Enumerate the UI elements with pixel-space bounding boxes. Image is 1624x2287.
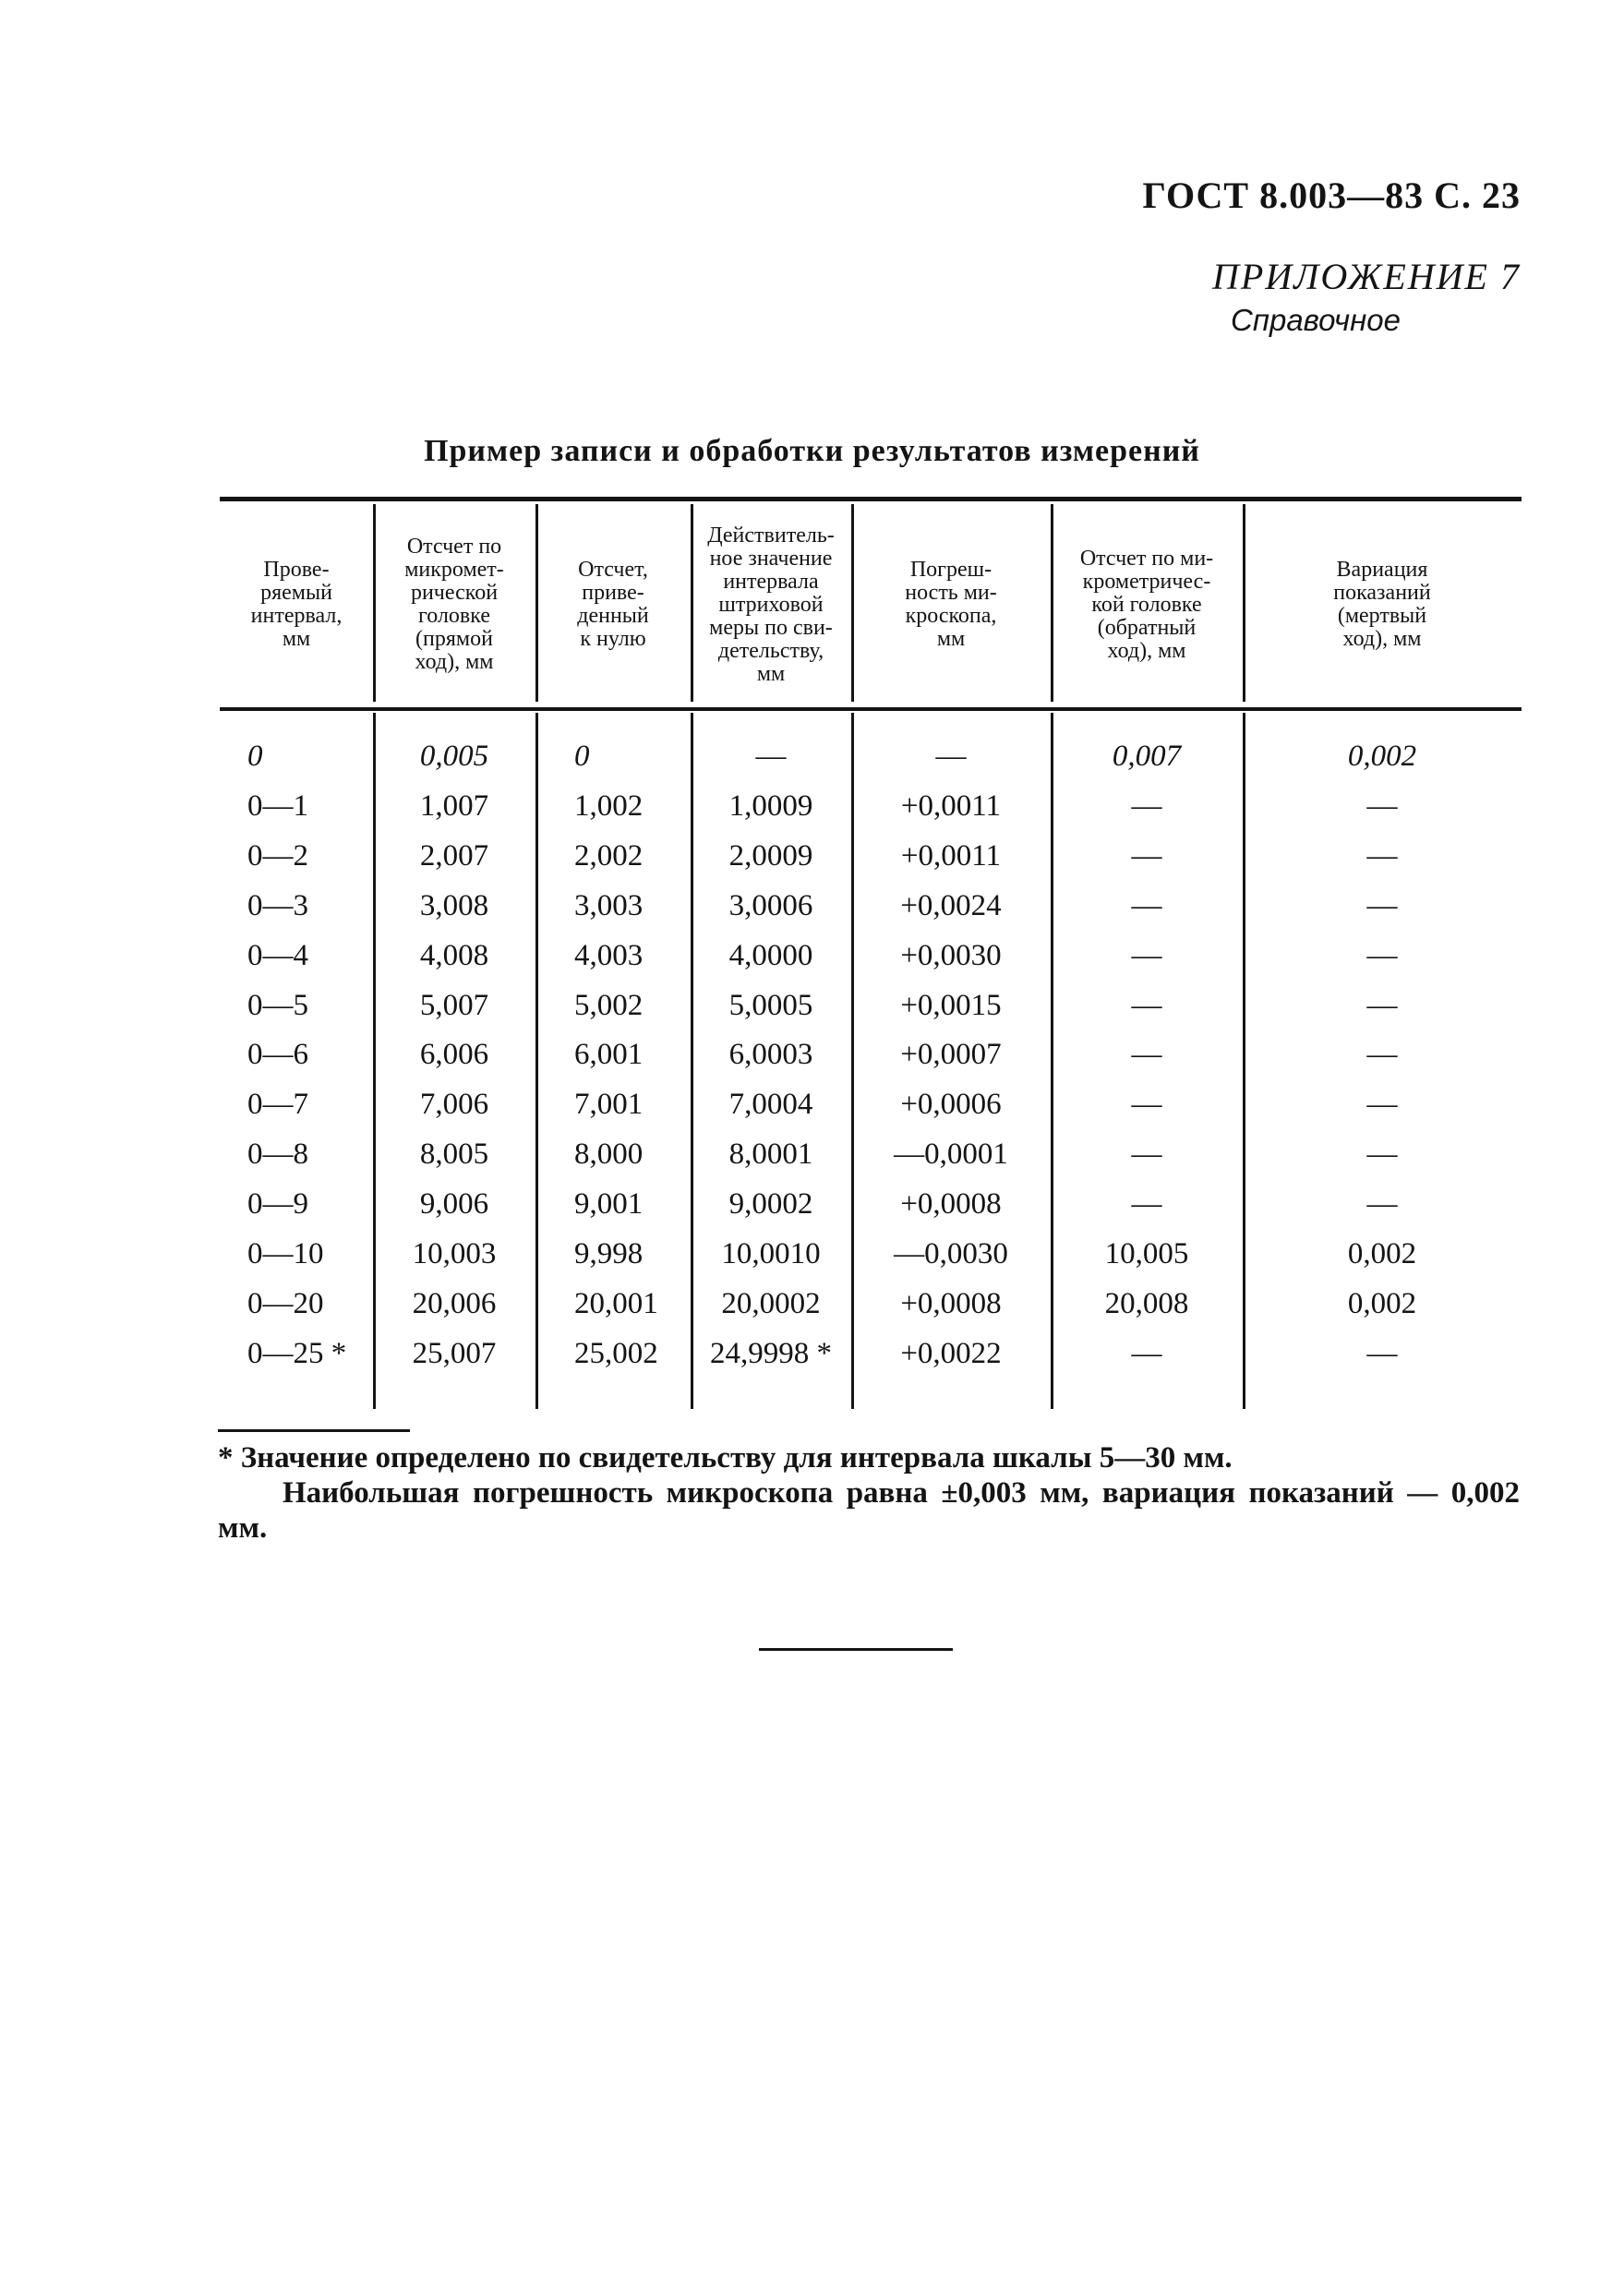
table-cell: 0—5 bbox=[247, 988, 308, 1022]
table-cell: 1,002 bbox=[574, 788, 644, 823]
table-cell: — bbox=[1366, 988, 1398, 1022]
column-header-7 bbox=[1243, 506, 1522, 704]
table-cell: 0,007 bbox=[1112, 740, 1182, 773]
table-cell: — bbox=[1131, 938, 1162, 972]
table-cell: —0,0030 bbox=[894, 1237, 1008, 1270]
table-cell: +0,0011 bbox=[900, 838, 1002, 873]
appendix-type: Справочное bbox=[1230, 303, 1401, 337]
table-row bbox=[220, 881, 1522, 931]
column-header-line: кой головке bbox=[1091, 592, 1202, 617]
column-header-line: Действитель- bbox=[707, 523, 835, 548]
table-cell: 4,008 bbox=[419, 938, 489, 972]
column-header-line: денный bbox=[577, 604, 649, 628]
column-header-line: к нулю bbox=[580, 627, 646, 651]
column-header-line: (прямой bbox=[415, 627, 493, 651]
table-cell: 20,001 bbox=[574, 1286, 658, 1320]
table-cell: — bbox=[1131, 1187, 1162, 1222]
column-header-3 bbox=[535, 506, 691, 704]
table-cell: 20,006 bbox=[412, 1286, 497, 1320]
table-cell: 6,0003 bbox=[728, 1038, 813, 1072]
table-cell: 2,007 bbox=[419, 838, 489, 873]
table-cell: 10,0010 bbox=[721, 1237, 821, 1270]
table-cell: +0,0011 bbox=[900, 788, 1002, 823]
column-header-line: кроскопа, bbox=[905, 604, 997, 628]
table-cell: 10,003 bbox=[412, 1237, 497, 1270]
table-row bbox=[220, 1079, 1522, 1129]
table-cell: 0—10 bbox=[247, 1237, 324, 1270]
column-header-line: ряемый bbox=[260, 581, 332, 605]
table-cell: 20,0002 bbox=[721, 1286, 821, 1320]
table-cell: 0—4 bbox=[247, 938, 308, 972]
table-cell: — bbox=[1131, 988, 1162, 1022]
table-cell: 0—20 bbox=[247, 1286, 324, 1320]
footnote-rule bbox=[218, 1429, 410, 1432]
column-header-line: мм bbox=[282, 627, 311, 651]
table-row bbox=[220, 731, 1522, 781]
column-header-line: (обратный bbox=[1097, 615, 1197, 640]
table-cell: — bbox=[1131, 788, 1162, 823]
table-cell: 9,006 bbox=[419, 1187, 489, 1222]
table-row bbox=[220, 981, 1522, 1030]
column-header-line: головке bbox=[418, 604, 490, 628]
table-cell: 0,002 bbox=[1347, 740, 1417, 773]
table-cell: 9,0002 bbox=[728, 1187, 813, 1222]
table-cell: 5,0005 bbox=[728, 988, 813, 1022]
table-cell: 2,002 bbox=[574, 838, 644, 873]
summary-note: Наибольшая погрешность микроскопа равна ±0,003 мм, вариация показаний — 0,002 мм. bbox=[218, 1476, 1520, 1545]
table-row bbox=[220, 1229, 1522, 1279]
table-cell: — bbox=[1366, 1137, 1398, 1172]
table-cell: — bbox=[935, 740, 967, 773]
table-cell: — bbox=[1131, 838, 1162, 873]
column-header-line: ход), мм bbox=[1107, 638, 1186, 663]
table-cell: — bbox=[1366, 1088, 1398, 1122]
table-cell: 0—1 bbox=[247, 788, 308, 823]
table-cell: 3,0006 bbox=[728, 888, 813, 922]
table-cell: 20,008 bbox=[1104, 1286, 1189, 1320]
table-cell: 8,000 bbox=[574, 1137, 644, 1172]
column-header-line: ное значение bbox=[709, 546, 833, 571]
column-header-line: Прове- bbox=[263, 558, 330, 582]
table-cell: — bbox=[1366, 838, 1398, 873]
table-row bbox=[220, 1279, 1522, 1329]
table-cell: 7,006 bbox=[419, 1088, 489, 1122]
table-cell: +0,0008 bbox=[900, 1286, 1002, 1320]
column-header-line: ность ми- bbox=[905, 581, 997, 605]
table-cell: 4,003 bbox=[574, 938, 644, 972]
footnote bbox=[218, 1440, 1520, 1475]
table-cell: +0,0024 bbox=[900, 888, 1002, 922]
table-cell: — bbox=[1131, 1137, 1162, 1172]
table-cell: +0,0006 bbox=[900, 1088, 1002, 1122]
column-header-line: Вариация bbox=[1336, 558, 1428, 582]
table-top-rule bbox=[220, 497, 1522, 501]
table-cell: 25,002 bbox=[574, 1336, 658, 1370]
table-cell: — bbox=[1366, 888, 1398, 922]
header-divider-rule bbox=[220, 707, 1522, 711]
table-cell: +0,0030 bbox=[900, 938, 1002, 972]
column-header-line: Отсчет по bbox=[406, 535, 502, 559]
table-cell: 24,9998 * bbox=[710, 1336, 832, 1370]
table-cell: 3,008 bbox=[419, 888, 489, 922]
table-cell: —0,0001 bbox=[894, 1137, 1008, 1172]
column-header-line: рической bbox=[410, 581, 499, 605]
page-header: ГОСТ 8.003—83 С. 23 bbox=[1142, 175, 1521, 216]
table-cell: 25,007 bbox=[412, 1336, 497, 1370]
table-cell: 5,007 bbox=[419, 988, 489, 1022]
table-cell: 0,002 bbox=[1347, 1237, 1417, 1270]
column-header-line: микромет- bbox=[404, 558, 504, 582]
column-header-line: мм bbox=[756, 661, 786, 686]
table-row bbox=[220, 1029, 1522, 1079]
table-cell: 0—9 bbox=[247, 1187, 308, 1222]
table-title: Пример записи и обработки результатов измерений bbox=[424, 434, 1200, 468]
column-header-2 bbox=[373, 506, 535, 704]
column-header-line: ход), мм bbox=[1342, 627, 1422, 651]
table-cell: 6,001 bbox=[574, 1038, 644, 1072]
column-header-line: показаний bbox=[1333, 581, 1431, 605]
appendix-label: ПРИЛОЖЕНИЕ 7 bbox=[1212, 256, 1521, 297]
column-header-6 bbox=[1051, 506, 1243, 704]
table-cell: 7,001 bbox=[574, 1088, 644, 1122]
column-header-line: крометричес- bbox=[1082, 569, 1211, 594]
table-row bbox=[220, 831, 1522, 881]
table-cell: — bbox=[1131, 888, 1162, 922]
table-cell: — bbox=[1131, 1088, 1162, 1122]
table-row bbox=[220, 1129, 1522, 1179]
table-cell: — bbox=[1366, 938, 1398, 972]
table-cell: 4,0000 bbox=[728, 938, 813, 972]
column-header-line: детельству, bbox=[717, 638, 824, 663]
table-cell: +0,0015 bbox=[900, 988, 1002, 1022]
column-header-4 bbox=[691, 506, 851, 704]
table-cell: 0 bbox=[574, 740, 590, 773]
table-cell: 6,006 bbox=[419, 1038, 489, 1072]
table-cell: 0—2 bbox=[247, 838, 308, 873]
column-header-1 bbox=[220, 506, 373, 704]
footnote-text: * Значение определено по свидетельству для интервала шкалы 5—30 мм. bbox=[218, 1441, 1233, 1475]
table-row bbox=[220, 781, 1522, 831]
table-cell: 10,005 bbox=[1104, 1237, 1189, 1270]
column-header-line: штриховой bbox=[718, 592, 824, 617]
table-row bbox=[220, 1179, 1522, 1229]
table-cell: 0—3 bbox=[247, 888, 308, 922]
table-cell: — bbox=[1131, 1336, 1162, 1370]
column-header-line: меры по сви- bbox=[709, 615, 833, 640]
table-cell: +0,0022 bbox=[900, 1336, 1002, 1370]
table-cell: 8,005 bbox=[419, 1137, 489, 1172]
table-cell: +0,0008 bbox=[900, 1187, 1002, 1222]
column-header-line: Отсчет, bbox=[578, 558, 648, 582]
table-cell: 1,007 bbox=[419, 788, 489, 823]
table-cell: 0,002 bbox=[1347, 1286, 1417, 1320]
table-row bbox=[220, 931, 1522, 981]
table-cell: 9,998 bbox=[574, 1237, 644, 1270]
table-cell: +0,0007 bbox=[900, 1038, 1002, 1072]
table-cell: 2,0009 bbox=[728, 838, 813, 873]
table-cell: — bbox=[755, 740, 787, 773]
column-header-line: приве- bbox=[582, 581, 644, 605]
column-header-line: ход), мм bbox=[415, 650, 494, 674]
table-cell: 8,0001 bbox=[728, 1137, 813, 1172]
table-cell: 0—7 bbox=[247, 1088, 308, 1122]
end-rule bbox=[759, 1648, 953, 1651]
column-header-line: Отсчет по ми- bbox=[1079, 546, 1214, 571]
table-cell: — bbox=[1366, 1187, 1398, 1222]
table-cell: 0 bbox=[247, 740, 263, 773]
table-row bbox=[220, 1329, 1522, 1378]
table-cell: 3,003 bbox=[574, 888, 644, 922]
column-header-line: Погреш- bbox=[909, 558, 992, 582]
column-header-line: интервал, bbox=[250, 604, 343, 628]
column-header-line: мм bbox=[936, 627, 966, 651]
table-cell: 9,001 bbox=[574, 1187, 644, 1222]
table-cell: — bbox=[1366, 1038, 1398, 1072]
column-header-5 bbox=[851, 506, 1051, 704]
table-cell: 0,005 bbox=[419, 740, 489, 773]
column-header-line: интервала bbox=[723, 569, 819, 594]
table-cell: 5,002 bbox=[574, 988, 644, 1022]
table-cell: — bbox=[1366, 1336, 1398, 1370]
table-cell: 1,0009 bbox=[728, 788, 813, 823]
column-header-line: (мертвый bbox=[1337, 604, 1427, 628]
table-cell: — bbox=[1366, 788, 1398, 823]
table-cell: 0—8 bbox=[247, 1137, 308, 1172]
table-cell: 7,0004 bbox=[728, 1088, 813, 1122]
table-cell: — bbox=[1131, 1038, 1162, 1072]
table-cell: 0—6 bbox=[247, 1038, 308, 1072]
table-cell: 0—25 * bbox=[247, 1336, 347, 1370]
